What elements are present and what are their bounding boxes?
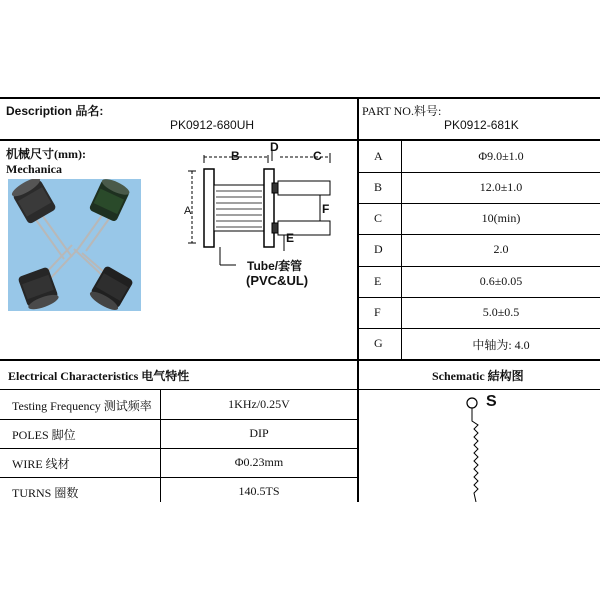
dim-value: Φ9.0±1.0 [478,149,524,163]
electrical-row-line [0,477,357,478]
dim-value: 中轴为: 4.0 [472,338,530,352]
dim-value: 0.6±0.05 [479,274,523,288]
dim-row [359,203,600,234]
description-label: Description 品名: [6,104,104,118]
drawing-label-a: A [184,205,192,217]
dim-value: 2.0 [493,242,509,256]
schematic-title: Schematic 結构图 [432,369,524,383]
dim-row-line [359,172,600,173]
dim-letter: E [374,274,382,288]
dim-letter: F [374,305,381,319]
electrical-table [0,390,357,502]
dim-row-line [359,234,600,235]
dim-letter: G [374,336,383,350]
electrical-label: POLES 脚位 [12,428,76,442]
inductor-photo [8,179,141,311]
electrical-value: Φ0.23mm [234,455,284,469]
dim-row-line [359,328,600,329]
dim-letter: B [374,180,383,194]
dim-row [359,297,600,328]
drawing-label-e: E [286,231,295,245]
part-no-value: PK0912-681K [444,118,519,132]
dim-row [359,266,600,297]
table-top-border [0,97,600,99]
description-value: PK0912-680UH [170,118,255,132]
dim-row-line [359,297,600,298]
mechanical-label-line2: Mechanica [6,162,62,176]
dimensions-table [359,141,600,359]
electrical-row [0,448,357,477]
dim-letter: C [374,211,383,225]
part-no-label: PART NO.料号: [362,104,442,118]
electrical-row-line [0,419,357,420]
dim-letter: A [374,149,383,163]
drawing-tube-label-line2: (PVC&UL) [246,273,309,288]
electrical-value: 1KHz/0.25V [228,397,290,411]
drawing-tube-label-line1: Tube/套管 [247,259,303,273]
mechanical-label-line1: 机械尺寸(mm): [6,147,86,161]
schematic-start-label: S [486,393,497,410]
drawing-label-c: C [313,149,322,163]
dim-row [359,172,600,203]
electrical-row [0,390,357,419]
electrical-label: Testing Frequency 测试频率 [12,399,152,413]
electrical-value: 140.5TS [238,484,280,498]
dim-value: 12.0±1.0 [479,180,523,194]
dim-value: 5.0±0.5 [482,305,520,319]
dim-row [359,328,600,359]
dim-row-line [359,266,600,267]
electrical-row [0,477,357,506]
electrical-row [0,419,357,448]
dim-row-line [359,203,600,204]
drawing-label-b: B [231,149,240,163]
spec-sheet [0,97,600,502]
drawing-label-d: D [270,140,279,154]
electrical-row-line [0,448,357,449]
electrical-title: Electrical Characteristics 电气特性 [8,369,190,383]
mechanical-section-divider [0,359,600,361]
electrical-label: TURNS 圈数 [12,486,79,500]
drawing-label-f: F [322,202,330,216]
dim-row [359,234,600,265]
electrical-value: DIP [249,426,269,440]
electrical-label: WIRE 线材 [12,457,70,471]
dim-letter: D [374,242,383,256]
dim-value: 10(min) [481,211,521,225]
dim-row [359,141,600,172]
